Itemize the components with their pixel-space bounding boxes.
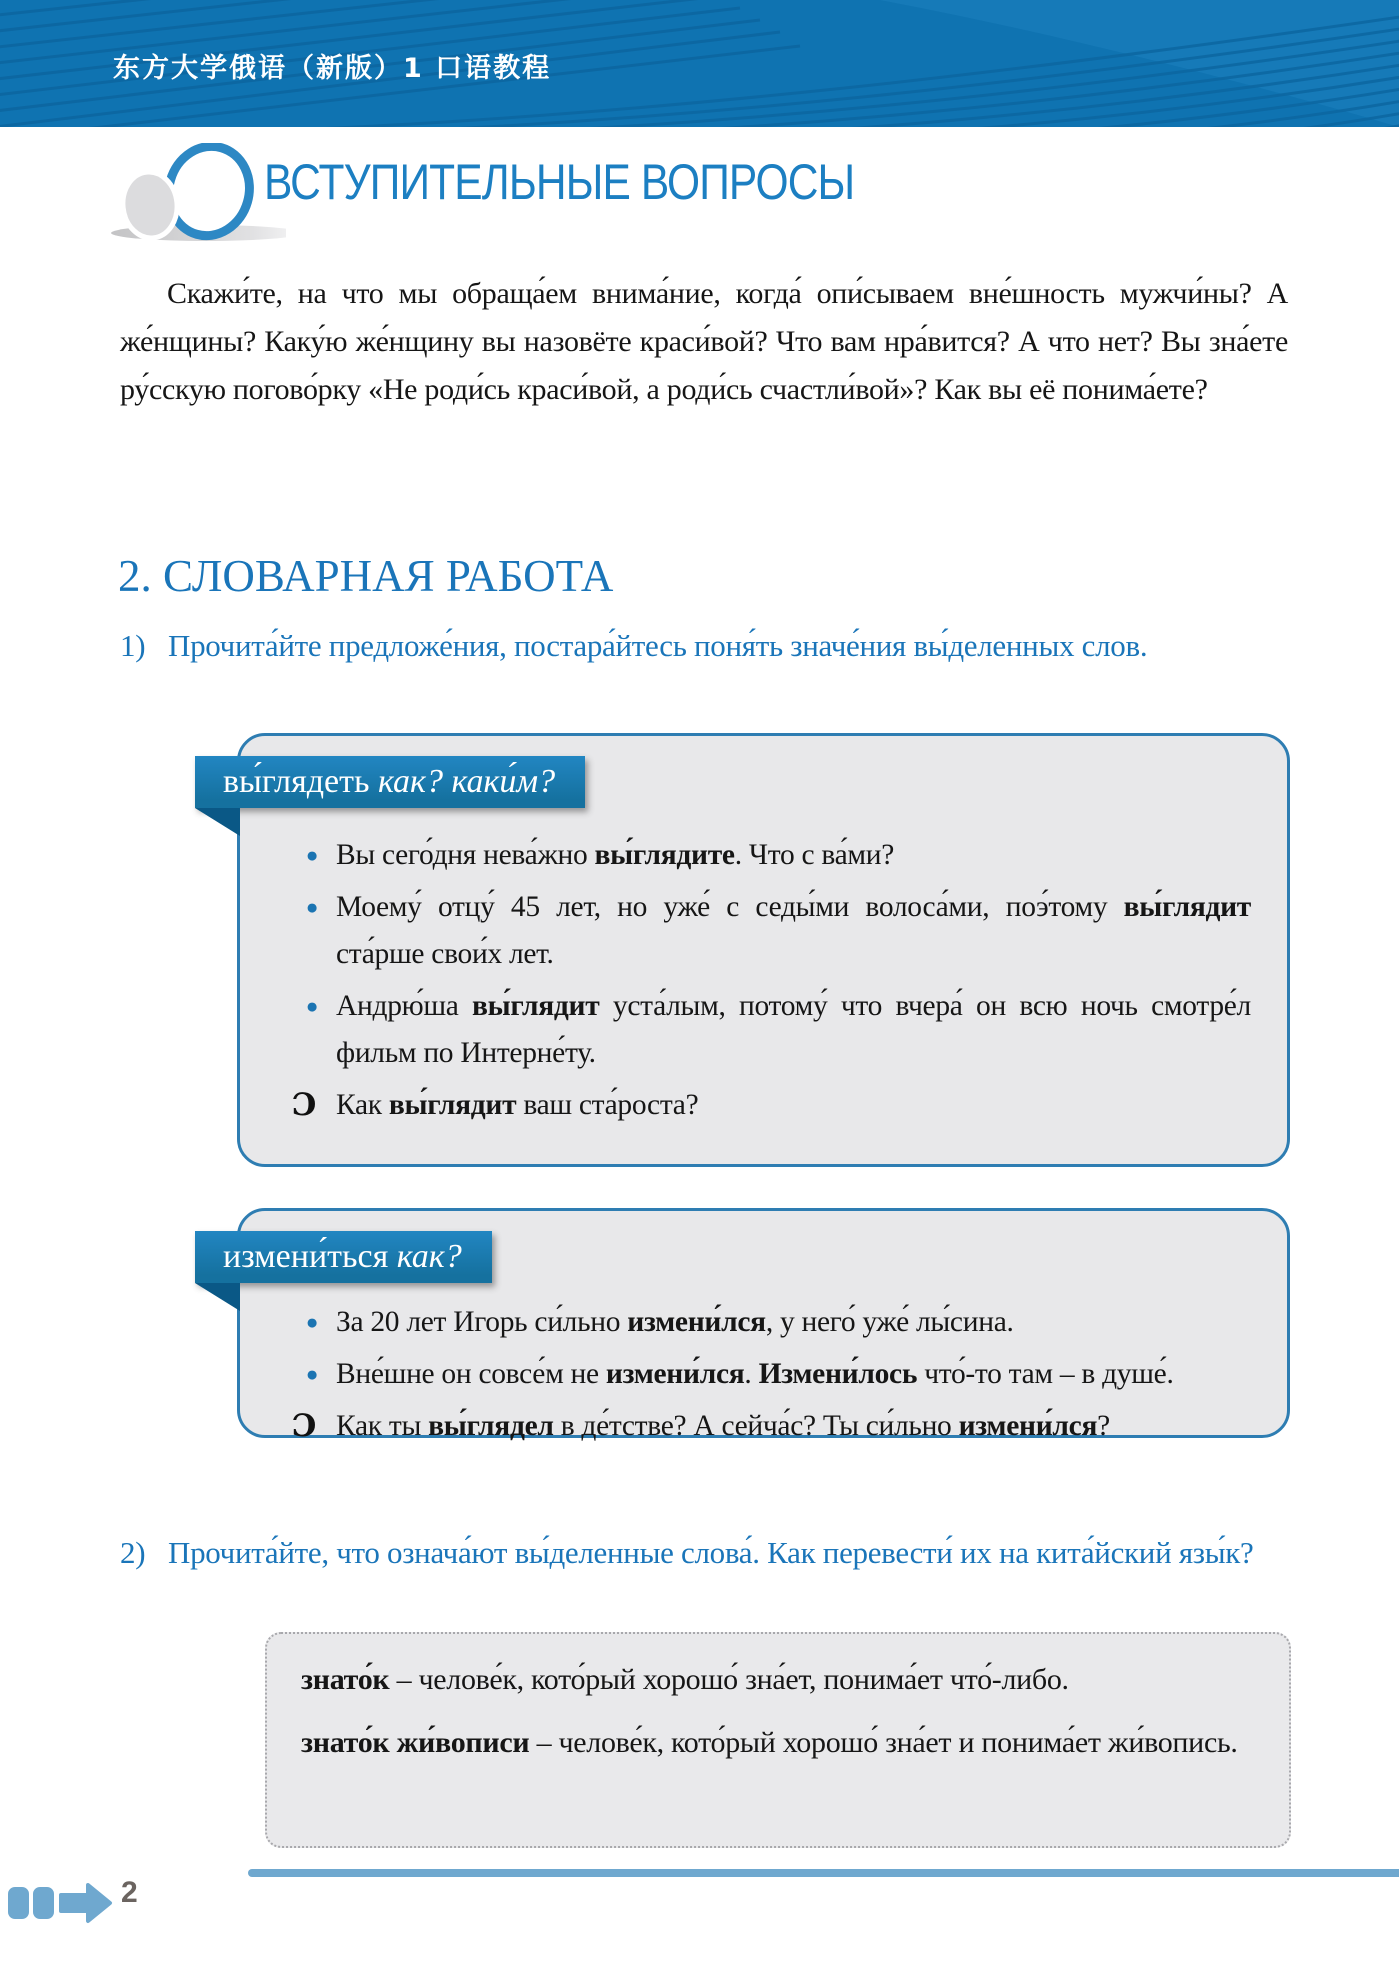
sentence-text: За 20 лет Игорь си́льно измени́лся, у него́ уже́ лы́сина. [336,1306,1014,1338]
task-item-2 [120,1527,1290,1579]
task-text: Прочита́йте, что означа́ют вы́деленные слова́. Как перевести́ их на кита́йский язы́к? [168,1535,1254,1570]
section-icon [106,143,286,243]
sentence-text: Как ты вы́глядел в де́тстве? А сейча́с? Ты си́льно измени́лся? [336,1410,1110,1442]
book-title: 东方大学俄语（新版）1 口语教程 [113,53,552,84]
example-sentence [286,983,1251,1077]
question-sentence [286,1082,1251,1129]
bullet-icon: ● [305,1310,319,1334]
intro-paragraph: Скажи́те, на что мы обраща́ем внима́ние, когда́ опи́сываем вне́шность мужчи́ны? А же́нщины? Каку́ю же́нщину вы назовёте краси́вой? Что вам нра́вится? А что нет? Вы зна́ете ру́сскую погово́рку «Не роди́сь краси́вой, а роди́сь счастли́вой»? Как вы её понима́ете? [120,277,1288,406]
vocab-box-izmenitsya [223,1208,1290,1444]
example-sentence [286,832,1251,879]
sentence-text: Моему́ отцу́ 45 лет, но уже́ с седы́ми волоса́ми, поэ́тому вы́глядит ста́рше свои́х лет. [336,891,1251,970]
page-number: 2 [121,1876,138,1909]
definition-box [265,1632,1291,1848]
task-number: 2) [120,1535,146,1570]
task-item-1 [120,620,1290,672]
ribbon-label: измени́ться как? [195,1231,492,1283]
example-sentence [286,884,1251,978]
task-text: Прочита́йте предложе́ния, постара́йтесь поня́ть значе́ния вы́деленных слов. [168,628,1148,663]
vocab-box-vyglyadet [223,733,1290,1167]
example-sentence [286,1299,1251,1346]
definition-line: знато́к – челове́к, кото́рый хорошо́ зна́ет, понима́ет что́-либо. [301,1663,1069,1696]
bullet-icon: ● [305,994,319,1018]
bullet-icon: ● [305,895,319,919]
ribbon-fold [195,1283,240,1311]
example-list [240,1211,1287,1455]
example-list [240,736,1287,1134]
question-arrow-icon: Ɔ [291,1087,317,1123]
sentence-text: Андрю́ша вы́глядит уста́лым, потому́ что вчера́ он всю ночь смотре́л фильм по Интерне́ту. [336,990,1251,1069]
question-sentence [286,1403,1251,1450]
sentence-text: Как вы́глядит ваш ста́роста? [336,1089,699,1121]
page-title: ВСТУПИТЕЛЬНЫЕ ВОПРОСЫ [264,154,855,210]
footer-arrow-icon [8,1882,113,1924]
header-banner [0,0,1399,127]
task-number: 1) [120,628,146,663]
footer-rule [248,1869,1399,1877]
question-arrow-icon: Ɔ [291,1408,317,1444]
ribbon-fold [195,808,240,836]
sentence-text: Вне́шне он совсе́м не измени́лся. Измени́лось что́-то там – в душе́. [336,1358,1174,1390]
ribbon-label: вы́глядеть как? каки́м? [195,756,585,808]
sentence-text: Вы сего́дня нева́жно вы́глядите. Что с ва́ми? [336,839,895,871]
definition-line: знато́к жи́вописи – челове́к, кото́рый хорошо́ зна́ет и понима́ет жи́вопись. [301,1726,1238,1759]
section-heading: 2. СЛОВАРНАЯ РАБОТА [118,551,614,601]
bullet-icon: ● [305,1362,319,1386]
bullet-icon: ● [305,843,319,867]
example-sentence [286,1351,1251,1398]
